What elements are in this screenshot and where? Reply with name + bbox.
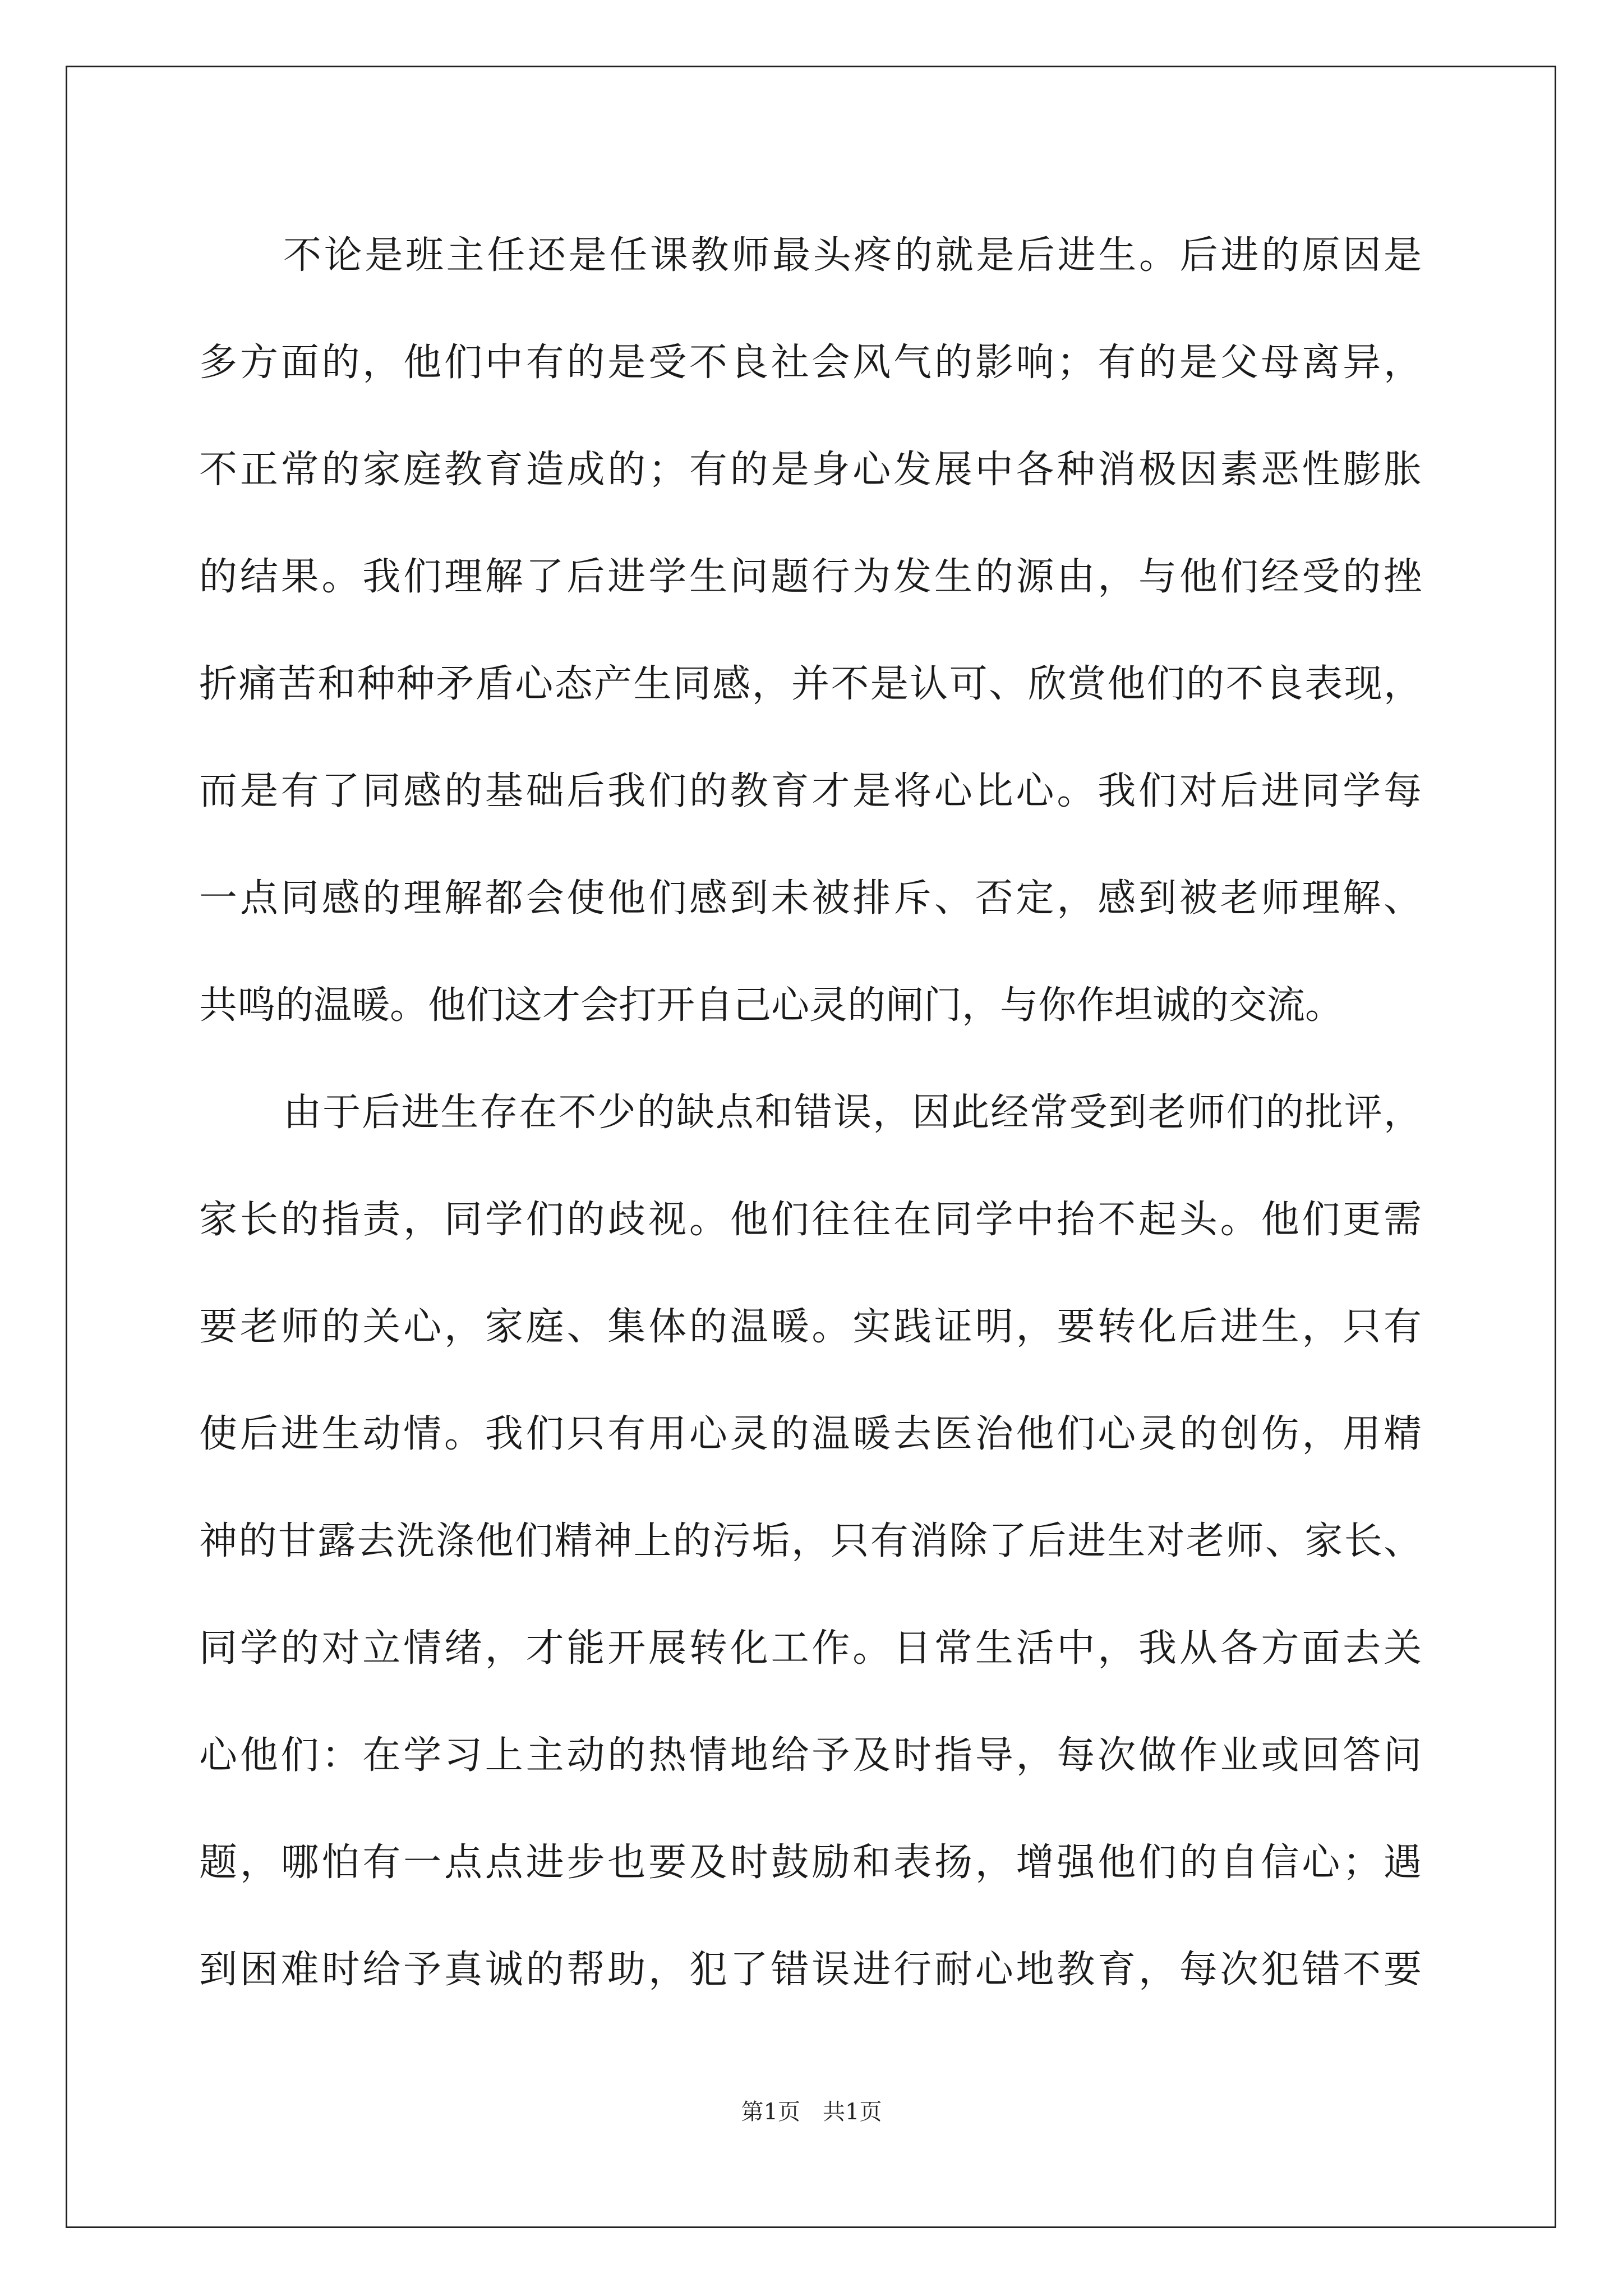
paragraph-2-line-6: 同学的对立情绪，才能开展转化工作。日常生活中，我从各方面去关 xyxy=(199,1626,1422,1671)
paragraph-1-line-5: 折痛苦和种种矛盾心态产生同感，并不是认可、欣赏他们的不良表现， xyxy=(199,662,1422,706)
paragraph-1-line-1: 不论是班主任还是任课教师最头疼的就是后进生。后进的原因是 xyxy=(283,233,1422,278)
paragraph-2-line-3: 要老师的关心，家庭、集体的温暖。实践证明，要转化后进生，只有 xyxy=(199,1305,1422,1349)
document-body xyxy=(199,202,1422,2023)
paragraph-1-line-8: 共鸣的温暖。他们这才会打开自己心灵的闸门，与你作坦诚的交流。 xyxy=(199,983,1344,1028)
paragraph-1-line-3: 不正常的家庭教育造成的；有的是身心发展中各种消极因素恶性膨胀 xyxy=(199,448,1422,492)
paragraph-2-line-7: 心他们：在学习上主动的热情地给予及时指导，每次做作业或回答问 xyxy=(199,1733,1422,1778)
paragraph-1-line-4: 的结果。我们理解了后进学生问题行为发生的源由，与他们经受的挫 xyxy=(199,555,1422,599)
paragraph-1-line-6: 而是有了同感的基础后我们的教育才是将心比心。我们对后进同学每 xyxy=(199,769,1422,813)
paragraph-2-line-2: 家长的指责，同学们的歧视。他们往往在同学中抬不起头。他们更需 xyxy=(199,1198,1422,1242)
paragraph-2-line-8: 题，哪怕有一点点进步也要及时鼓励和表扬，增强他们的自信心；遇 xyxy=(199,1841,1422,1885)
paragraph-2-line-5: 神的甘露去洗涤他们精神上的污垢，只有消除了后进生对老师、家长、 xyxy=(199,1519,1422,1563)
paragraph-1-line-2: 多方面的，他们中有的是受不良社会风气的影响；有的是父母离异， xyxy=(199,341,1422,385)
paragraph-2-line-9: 到困难时给予真诚的帮助，犯了错误进行耐心地教育，每次犯错不要 xyxy=(199,1948,1422,1992)
paragraph-2-line-1: 由于后进生存在不少的缺点和错误，因此经常受到老师们的批评， xyxy=(283,1091,1422,1135)
paragraph-1-line-7: 一点同感的理解都会使他们感到未被排斥、否定，感到被老师理解、 xyxy=(199,876,1422,921)
paragraph-2-line-4: 使后进生动情。我们只有用心灵的温暖去医治他们心灵的创伤，用精 xyxy=(199,1412,1422,1456)
page-number-footer: 第1页 共1页 xyxy=(741,2099,882,2125)
